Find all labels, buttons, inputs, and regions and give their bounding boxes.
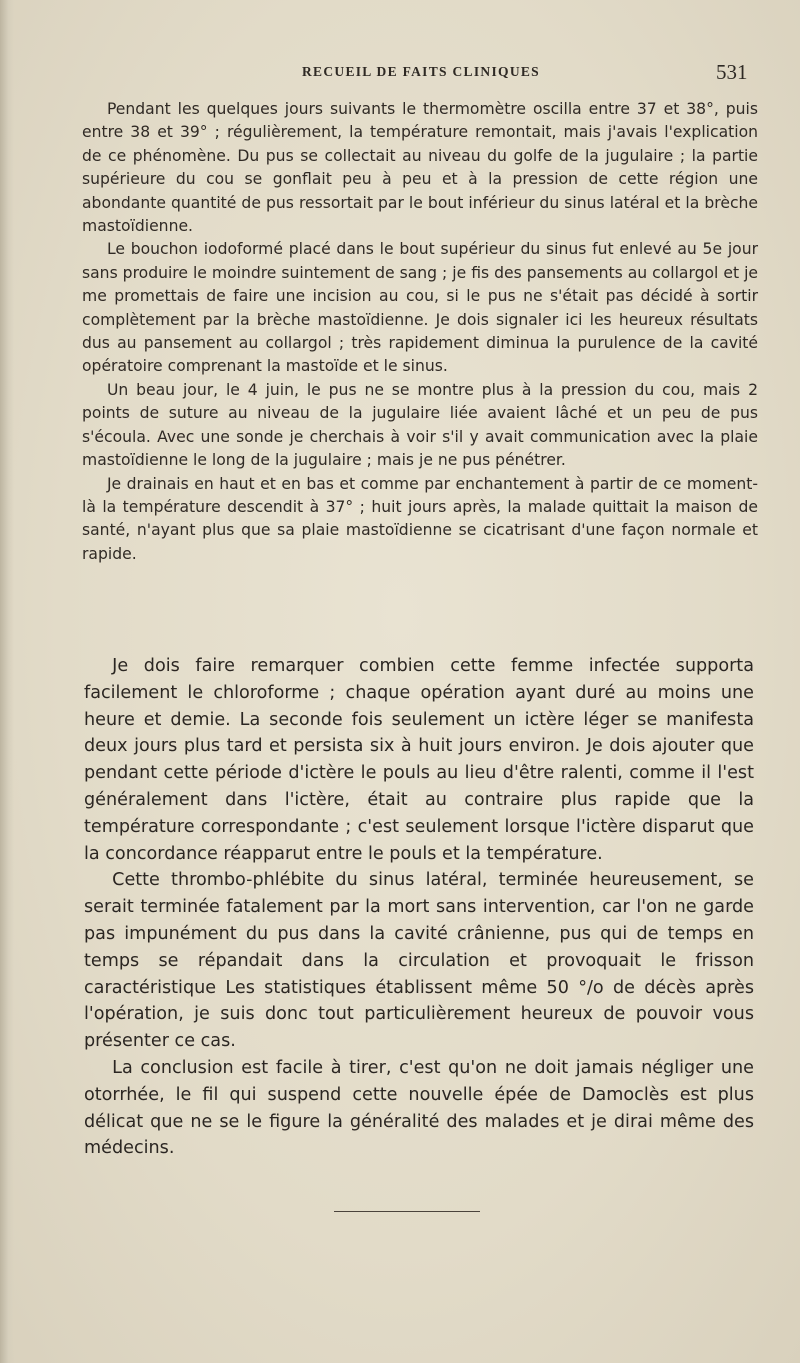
page-binding-edge xyxy=(0,0,14,1363)
discussion-text xyxy=(84,653,754,1162)
paragraph-conclusion: La conclusion est facile à tirer, c'est qu'on ne doit jamais négliger une otorrhée, le fil qui suspend cette nouvelle épée de Damoclès est plus délicat que ne se le figure la généralité des malades et je dirai même des médecins. xyxy=(84,1057,754,1159)
case-report-text xyxy=(82,98,758,566)
running-title: RECUEIL DE FAITS CLINIQUES xyxy=(302,64,540,79)
page-number: 531 xyxy=(716,60,748,84)
paragraph-june-fourth: Un beau jour, le 4 juin, le pus ne se montre plus à la pression du cou, mais 2 points de suture au niveau de la jugulaire liée avaient lâché et un peu de pus s'écoula. Avec une sonde je cherchais à voir s'il y avait communication avec la plaie mastoïdienne le long de la jugulaire ; mais je ne pus pénétrer. xyxy=(82,380,758,470)
paragraph-drainage: Je drainais en haut et en bas et comme par enchantement à partir de ce moment-là la température descendit à 37° ; huit jours après, la malade quittait la maison de santé, n'ayant plus que sa plaie mastoïdienne se cicatrisant d'une façon normale et rapide. xyxy=(82,474,758,563)
paragraph-iodoform-plug: Le bouchon iodoformé placé dans le bout supérieur du sinus fut enlevé au 5e jour sans produire le moindre suintement de sang ; je fis des pansements au collargol et je me promettais de faire une incision au cou, si le pus ne s'était pas décidé à sortir complètement par la brèche mastoïdienne. Je dois signaler ici les heureux résultats dus au pansement au collargol ; très rapidement diminua la purulence de la cavité opératoire comprenant la mastoïde et le sinus. xyxy=(82,240,758,376)
section-end-rule xyxy=(334,1211,480,1212)
page-header xyxy=(90,60,790,90)
paragraph-temperature: Pendant les quelques jours suivants le thermomètre oscilla entre 37 et 38°, puis entre 38 et 39° ; régulièrement, la température remontait, mais j'avais l'explication de ce phénomène. Du pus se collectait au niveau du golfe de la jugulaire ; la partie supérieure du cou se gonflait peu à peu et à la pression de cette région une abondante quantité de pus ressortait par le bout inférieur du sinus latéral et la brèche mastoïdienne. xyxy=(82,100,758,236)
paragraph-chloroform: Je dois faire remarquer combien cette femme infectée supporta facilement le chloroforme ; chaque opération ayant duré au moins une heure et demie. La seconde fois seulement un ictère léger se manifesta deux jours plus tard et persista six à huit jours environ. Je dois ajouter que pendant cette période d'ictère le pouls au lieu d'être ralenti, comme il l'est généralement dans l'ictère, était au contraire plus rapide que la température correspondante ; c'est seulement lorsque l'ictère disparut que la concordance réapparut entre le pouls et la température. xyxy=(84,656,754,864)
paragraph-thrombophlebitis: Cette thrombo-phlébite du sinus latéral, terminée heureusement, se serait terminée fatalement par la mort sans intervention, car l'on ne garde pas impunément du pus dans la cavité crânienne, pus qui de temps en temps se répandait dans la circulation et provoquait le frisson caractéristique Les statistiques établissent même 50 °/o de décès après l'opération, je suis donc tout particulièrement heureux de pouvoir vous présenter ce cas. xyxy=(84,870,754,1052)
